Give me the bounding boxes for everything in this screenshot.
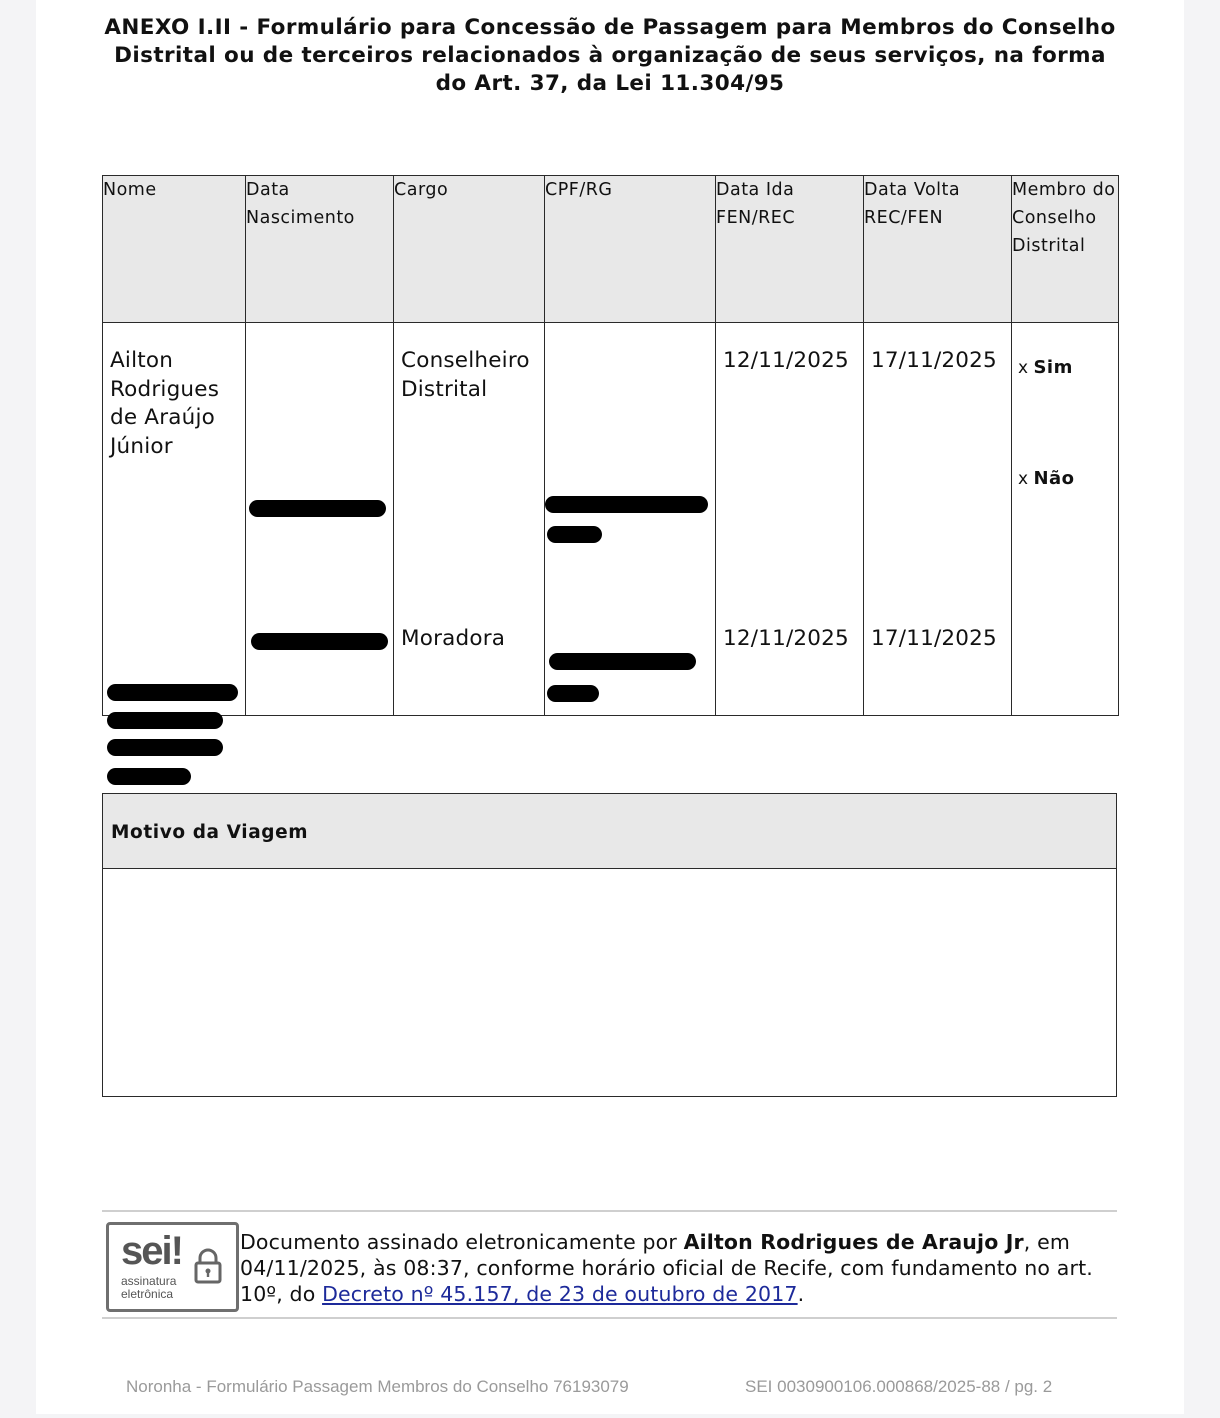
seal-word: sei! — [121, 1229, 182, 1273]
decreto-link[interactable]: Decreto nº 45.157, de 23 de outubro de 2017 — [322, 1282, 798, 1306]
seal-line-1: assinatura — [121, 1274, 177, 1288]
redacted-name-line — [107, 684, 238, 701]
nao-mark: x — [1018, 469, 1029, 489]
signature-text — [240, 1229, 1120, 1307]
motivo-label: Motivo da Viagem — [103, 794, 1116, 869]
header-data-nascimento: Data Nascimento — [246, 176, 394, 323]
table-body-row — [103, 323, 1119, 716]
signature-prefix: Documento assinado eletronicamente por — [240, 1230, 677, 1254]
motivo-text — [103, 869, 1116, 905]
seal-subtitle — [121, 1275, 176, 1301]
signature-middle: , em 04/11/2025, às 08:37, conforme horário oficial de Recife, com fundamento no art. 10º, do — [240, 1230, 1093, 1306]
footer-right: SEI 0030900106.000868/2025-88 / pg. 2 — [745, 1377, 1053, 1396]
header-membro: Membro do Conselho Distrital — [1012, 176, 1119, 323]
table-header-row — [103, 176, 1119, 323]
signer-name: Ailton Rodrigues de Araujo Jr — [683, 1230, 1024, 1254]
signature-top-divider — [102, 1210, 1117, 1212]
header-data-ida: Data Ida FEN/REC — [716, 176, 864, 323]
redacted-birthdate — [249, 500, 386, 517]
motivo-box — [102, 793, 1117, 1097]
redacted-name-line — [107, 712, 223, 729]
redacted-cpf — [545, 496, 708, 513]
signature-suffix: . — [797, 1282, 805, 1306]
cell-cargo — [394, 323, 545, 716]
row2-cargo: Moradora — [401, 626, 506, 651]
footer-left: Noronha - Formulário Passagem Membros do Conselho 76193079 — [126, 1377, 629, 1396]
redacted-birthdate — [251, 633, 388, 650]
row2-data-ida: 12/11/2025 — [723, 626, 849, 651]
redacted-name-line — [107, 768, 191, 785]
cell-nome — [103, 323, 246, 716]
header-cargo: Cargo — [394, 176, 545, 323]
row1-data-ida: 12/11/2025 — [723, 348, 849, 373]
header-nome: Nome — [103, 176, 246, 323]
passenger-table — [102, 175, 1119, 716]
padlock-icon — [193, 1247, 223, 1285]
row1-data-volta: 17/11/2025 — [871, 348, 997, 373]
membro-sim-option — [1018, 357, 1073, 378]
seal-line-2: eletrônica — [121, 1287, 174, 1301]
header-data-volta: Data Volta REC/FEN — [864, 176, 1012, 323]
membro-nao-option — [1018, 468, 1075, 489]
redacted-cpf — [547, 526, 602, 543]
redacted-name-line — [107, 739, 223, 756]
cell-cpf-rg — [545, 323, 716, 716]
nao-label: Não — [1033, 468, 1075, 489]
sim-label: Sim — [1033, 357, 1073, 378]
cell-data-ida — [716, 323, 864, 716]
sim-mark: x — [1018, 358, 1029, 378]
row1-nome: Ailton Rodrigues de Araújo Júnior — [110, 348, 220, 459]
row2-data-volta: 17/11/2025 — [871, 626, 997, 651]
cell-data-nascimento — [246, 323, 394, 716]
redacted-cpf — [549, 653, 696, 670]
cell-data-volta — [864, 323, 1012, 716]
redacted-cpf — [547, 685, 599, 702]
cell-membro — [1012, 323, 1119, 716]
row1-cargo: Conselheiro Distrital — [401, 348, 530, 402]
header-cpf-rg: CPF/RG — [545, 176, 716, 323]
document-title: ANEXO I.II - Formulário para Concessão de Passagem para Membros do Conselho Distrital ou de terceiros relacionados à organização de seus serviços, na forma do Art. 37, da Lei 11.304/95 — [104, 15, 1116, 96]
signature-bottom-divider — [102, 1317, 1117, 1319]
sei-seal-logo — [106, 1222, 239, 1312]
